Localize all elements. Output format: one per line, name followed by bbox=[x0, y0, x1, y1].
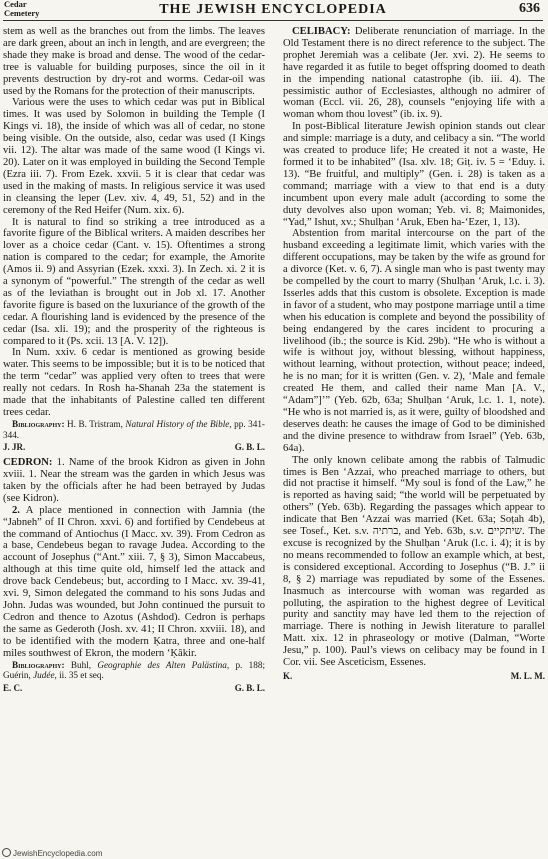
author-signature bbox=[3, 442, 265, 453]
signature-initials-right: G. B. L. bbox=[234, 442, 265, 453]
author-signature bbox=[3, 683, 265, 694]
section-label-line2: Cemetery bbox=[4, 8, 40, 18]
article-paragraph: Various were the uses to which cedar was put in Biblical times. It was used by Solomon in building the Temple (I Kings vi. 18), the inside of which was all of cedar, no stone being visible. On the outside, also, cedar was used (I Kings vii. 12). The altar was made of the same wood (I Kings vi. 20). Later on it was employed in building the Second Temple (Ezra iii. 7). From Ezek. xxvii. 5 it is clear that cedar was used in the making of masts. In religious service it was used in cleansing the leper (Lev. xiv. 4, 49, 51, 52) and in the ceremony of the Red Heifer (Num. xix. 6). bbox=[3, 97, 265, 216]
bibliography-pages: ii. 35 et seq. bbox=[56, 670, 104, 681]
entry-headword: CELIBACY: bbox=[292, 26, 351, 37]
bibliography-pages: pp. 341-344. bbox=[3, 418, 265, 440]
left-column bbox=[3, 26, 265, 698]
article-paragraph: It is natural to find so striking a tree introduced as a favorite figure of the Biblical writers. A maiden describes her lover as a choice cedar (Cant. v. 15). Oftentimes a strong nation is compared to the cedar; for example, the Amorite (Amos ii. 9) and Assyrian (Ezek. xxxi. 3). In Zech. xi. 2 it is a synonym of “powerful.” The strength of the cedar as well as of the leviathan is brought out in Job xl. 17. Another favorite figure is based on the luxuriance of the growth of the cedar. A flourishing land is evidenced by the presence of the cedar (Isa. xli. 19); and the prosperity of the righteous is compared to it (Ps. xcii. 13 [A. V. 12]). bbox=[3, 216, 265, 347]
article-paragraph: In post-Biblical literature Jewish opinion stands out clear and simple: marriage is a duty, and celibacy a sin. “The world was created to produce life; He created it not a waste, He formed it to be inhabited” (Isa. xlv. 18; Giṭ. iv. 5 = ‘Eduy. i. 13). “Be fruitful, and multiply” (Gen. i. 28) is taken as a command; marriage with a view to that end is a duty incumbent upon every male adult (according to some the duty devolves also upon woman; Yeb. vi. 8; Maimonides, “Yad,” Ishut, xv.; Shulḥan ‘Aruk, Eben ha-‘Ezer, 1, 13). bbox=[283, 121, 546, 228]
entry-number: 2. bbox=[12, 504, 20, 516]
right-column bbox=[283, 26, 545, 686]
signature-initials-left: K. bbox=[283, 670, 293, 681]
entry-text: 1. Name of the brook Kidron as given in John xviii. 1. Near the stream was the garden in which Jesus was taken by the officials after he had been betrayed by Judas (see Kidron). bbox=[3, 457, 265, 504]
bibliography-label: Bibliography: bbox=[12, 418, 65, 429]
section-label-line1: Cedar bbox=[4, 0, 27, 9]
bibliography-text: Buhl, bbox=[64, 659, 98, 670]
article-paragraph: In Num. xxiv. 6 cedar is mentioned as growing beside water. This seems to be impossible; but it is to be noticed that the term “cedar” was applied very often to trees that were really not cedars. In Rosh ha-Shanah 23a the statement is made that the inhabitants of Palestine called ten different trees cedar. bbox=[3, 347, 265, 418]
signature-initials-right: G. B. L. bbox=[234, 682, 265, 693]
author-signature bbox=[283, 671, 545, 682]
entry-text: A place mentioned in connection with Jamnia (the “Jabneh” of II Chron. xxvi. 6) and fortified by Cendebeus at the command of Antiochus (I Macc. xv. 39). From Cedron as a base, Cendebeus began to ravage Judea. According to the account of Josephus (“Ant.” xiii. 7, § 3), Simon Maccabeus, although at this time quite old, himself led the attack and drove back Cendebeus; but, according to I Macc. xv. 39-41, xvi. 9, Simon delegated the command to his sons Judas and John. Judas was wounded, but John continued the pursuit to Cedron and thence to Azotus (Ashdod). Cedron is perhaps the same as Gederoth (Josh. xv. 41; II Chron. xxviii. 18), and to be identified with the modern Ḳatra, three and one-half miles southwest of Ekron, the modern ‘Ḳâkir. bbox=[3, 504, 265, 659]
bibliography-pages: p. 188; Guérin, bbox=[3, 659, 265, 681]
article-paragraph bbox=[3, 505, 265, 660]
article-paragraph: The only known celibate among the rabbis of Talmudic times is Ben ‘Azzai, who preached marriage to others, but did not practise it himself. “My soul is fond of the Law,” he is reported as having said; “the world will be perpetuated by others” (Yeb. 63b). Regarding the passages which appear to indicate that Ben ‘Azzai was married (Ket. 63a; Soṭah 4b), see Tosef., Ket. s.v. ברתיה, and Yeb. 63b, s.v. שיתקיים. The excuse is recognized by the Shulḥan ‘Aruk (l.c. i. 4); it is by no means recommended to follow an example which, at best, is considered exceptional. According to Josephus (“B. J.” ii 8, § 2) marriage was repudiated by some of the Essenes. Inasmuch as intercourse with woman was regarded as polluting, the aspiration to the highest degree of Levitical purity and sanctity may have led them to the rejection of marriage. There is nothing in Jewish literature to parallel Matt. xix. 12 in phraseology or motive (Dalman, “Worte Jesu,” p. 100). Paul’s views on celibacy may be found in I Cor. vii. See Asceticism, Essenes. bbox=[283, 454, 545, 669]
bibliography-text: H. B. Tristram, bbox=[64, 418, 126, 429]
bibliography bbox=[3, 419, 265, 440]
article-entry bbox=[3, 457, 265, 505]
article-entry bbox=[283, 26, 545, 121]
signature-initials-right: M. L. M. bbox=[510, 670, 545, 681]
page-number: 636 bbox=[519, 1, 540, 16]
bibliography bbox=[3, 660, 265, 681]
footer-link[interactable]: JewishEncyclopedia.com bbox=[13, 849, 103, 858]
entry-text: Deliberate renunciation of marriage. In the Old Testament there is no direct reference to the subject. The prophet Jeremiah was a celibate (Jer. xvi. 2). He seems to have regarded it as futile to beget offspring doomed to death in the impending national catastrophe (ib. iii. 4). The pessimistic author of Ecclesiastes, although no admirer of woman (Eccl. vii. 26, 28), counsels “enjoying life with a woman whom thou lovest” (ib. ix. 9). bbox=[283, 26, 545, 121]
bibliography-title: Natural History of the Bible, bbox=[125, 418, 232, 429]
page-header bbox=[3, 0, 543, 21]
bibliography-title: Geographie des Alten Palästina, bbox=[97, 659, 230, 670]
entry-headword: CEDRON: bbox=[3, 457, 53, 469]
signature-initials-left: E. C. bbox=[3, 682, 23, 693]
journal-title: THE JEWISH ENCYCLOPEDIA bbox=[159, 2, 387, 17]
site-footer[interactable] bbox=[2, 848, 102, 858]
bibliography-label: Bibliography: bbox=[12, 659, 65, 670]
copyright-icon bbox=[2, 848, 11, 857]
bibliography-title: Judée, bbox=[33, 670, 57, 681]
signature-initials-left: J. JR. bbox=[3, 442, 26, 453]
article-paragraph: stem as well as the branches out from the limbs. The leaves are dark green, about an inch in length, and are evergreen; the shade they make is broad and dense. The wood of the cedar-tree is valuable for building purposes, since the oil in it prevents destruction by dry-rot and worms. Cedar-oil was used by the Romans for the protection of their manuscripts. bbox=[3, 26, 265, 97]
article-paragraph: Abstention from marital intercourse on the part of the husband exceeding a legitimate limit, which varies with the different occupations, may be taken by the wife as ground for a divorce (Ket. v. 6, 7). A single man who is past twenty may be compelled by the court to marry (Shulḥan ‘Aruk, l.c. i. 3). Isserles adds that this custom is obsolete. Exception is made in favor of a student, who may postpone marriage until a time when his education is complete and beyond the possibility of being endangered by the cares incident to procuring a livelihood (ib.; the source is Kid. 29b). “He who is without a wife is without joy, without blessing, without happiness, without learning, without protection, without peace; indeed, he is no man; for it is written (Gen. v. 2), ‘Male and female created He them, and called their name Man [A. V., “Adam”]’” (Yeb. 62b, 63a; Shulḥan ‘Aruk, l.c. 1. 1, note). “He who is not married is, as it were, guilty of bloodshed and deserves death: he causes the image of God to be diminished and the divine presence to withdraw from Israel” (Yeb. 63b, 64a). bbox=[283, 228, 545, 454]
